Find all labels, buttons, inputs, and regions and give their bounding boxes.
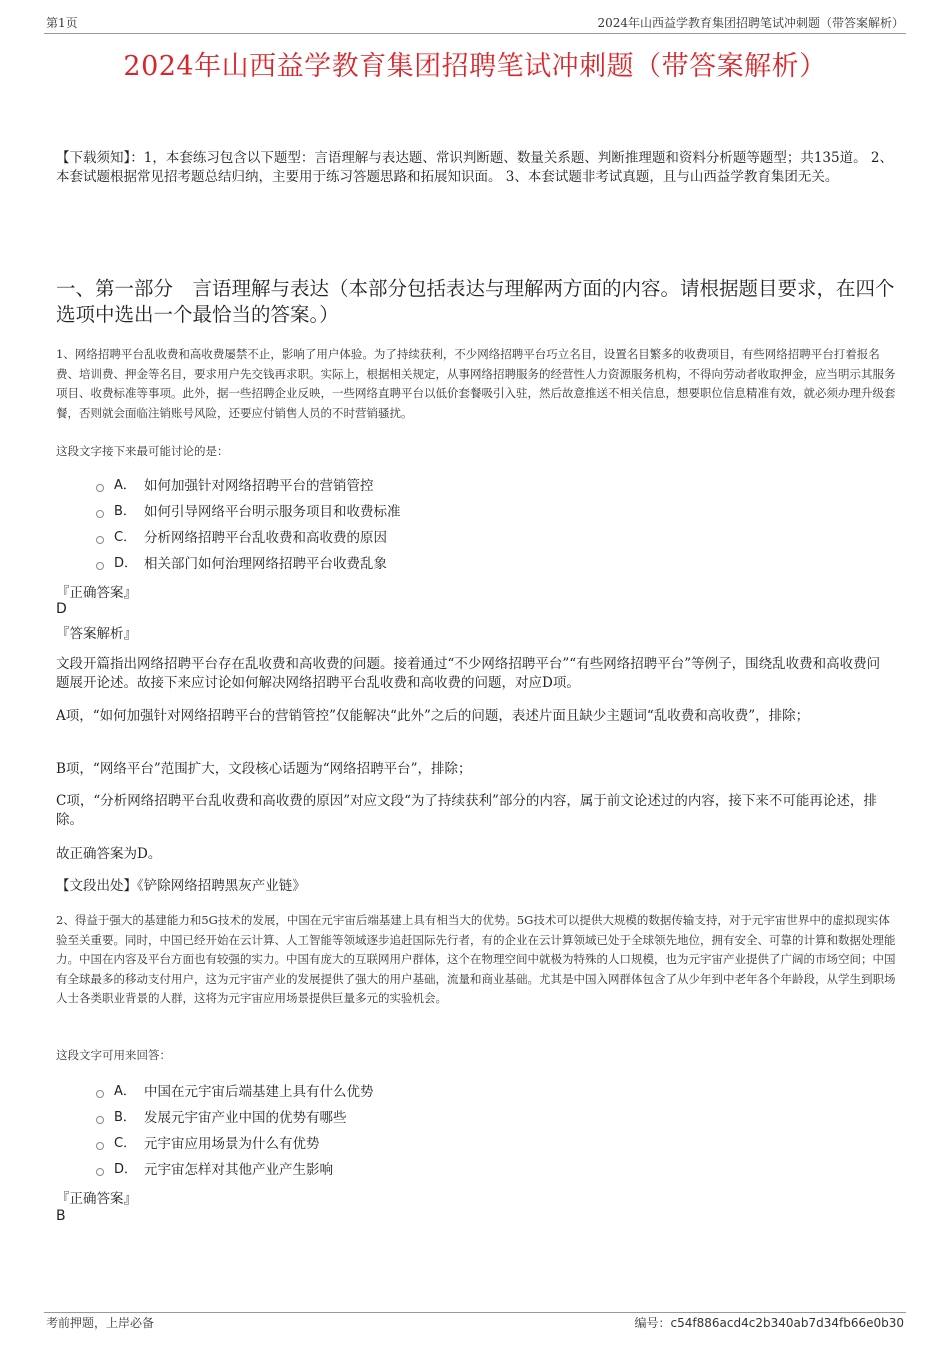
download-notice: 【下载须知】：1，本套练习包含以下题型：言语理解与表达题、常识判断题、数量关系题、判断推理题和资料分析题等题型；共135道。 2、本套试题根据常见招考题总结归纳，主要用于练习答题思路和拓展知识面。 3、本套试题非考试真题，且与山西益学教育集团无关。	[56, 150, 893, 185]
footer-code	[635, 1314, 904, 1331]
option-letter: C．	[114, 530, 137, 545]
option-text: 发展元宇宙产业中国的优势有哪些	[144, 1110, 347, 1126]
question-1-text: 1、网络招聘平台乱收费和高收费屡禁不止，影响了用户体验。为了持续获利，不少网络招聘平台巧立名目，设置名目繁多的收费项目，有些网络招聘平台打着报名费、培训费、押金等名目，要求用户先交钱再求职。实际上，根据相关规定，从事网络招聘服务的经营性人力资源服务机构，不得向劳动者收取押金，应当明示其服务项目、收费标准等事项。此外，据一些招聘企业反映，一些网络直聘平台以低价套餐吸引入驻，然后故意推送不相关信息，想要职位信息精准有效，就必须办理升级套餐，否则就会面临注销账号风险，还要应付销售人员的不时营销骚扰。	[56, 347, 896, 420]
radio-icon[interactable]	[96, 1116, 104, 1124]
code-value: c54f886acd4c2b340ab7d34fb66e0b30	[670, 1316, 904, 1330]
radio-icon[interactable]	[96, 1090, 104, 1098]
footer-slogan: 考前押题，上岸必备	[46, 1316, 155, 1330]
correct-answer-value: B	[56, 1208, 66, 1224]
code-label: 编号：	[634, 1316, 671, 1330]
source-citation: 【文段出处】《铲除网络招聘黑灰产业链》	[56, 878, 306, 894]
page-number: 第1页	[46, 16, 78, 30]
radio-icon[interactable]	[96, 510, 104, 518]
radio-icon[interactable]	[96, 536, 104, 544]
correct-answer-value: D	[56, 601, 67, 617]
correct-answer-label: 『正确答案』	[56, 585, 137, 601]
option-letter: A．	[114, 1084, 136, 1099]
option-text: 元宇宙应用场景为什么有优势	[144, 1136, 320, 1152]
option-text: 元宇宙怎样对其他产业产生影响	[144, 1162, 333, 1178]
option-letter: D．	[114, 1162, 138, 1177]
header-doc-title: 2024年山西益学教育集团招聘笔试冲刺题（带答案解析）	[597, 16, 904, 30]
q2-option-c[interactable]	[96, 1134, 320, 1154]
q1-option-c[interactable]	[96, 528, 387, 548]
question-1-prompt: 这段文字接下来最可能讨论的是：	[56, 444, 229, 458]
option-letter: C．	[114, 1136, 137, 1151]
explanation-paragraph: A项，“如何加强针对网络招聘平台的营销管控”仅能解决“此外”之后的问题，表述片面且缺少主题词“乱收费和高收费”，排除；	[56, 708, 810, 724]
explanation-paragraph: 文段开篇指出网络招聘平台存在乱收费和高收费的问题。接着通过“不少网络招聘平台”“有些网络招聘平台”等例子，围绕乱收费和高收费问题展开论述。故接下来应讨论如何解决网络招聘平台乱收费和高收费的问题，对应D项。	[56, 656, 881, 691]
q1-option-a[interactable]	[96, 476, 374, 496]
question-2-text: 2、得益于强大的基建能力和5G技术的发展，中国在元宇宙后端基建上具有相当大的优势。5G技术可以提供大规模的数据传输支持，对于元宇宙世界中的虚拟现实体验至关重要。同时，中国已经开始在云计算、人工智能等领域逐步追赶国际先行者，有的企业在云计算领域已处于全球领先地位，拥有安全、可靠的计算和数据处理能力。中国在内容及平台方面也有较强的实力。中国有庞大的互联网用户群体，这个在物理空间中就极为特殊的人口规模，也为元宇宙产业提供了广阔的市场空间；中国有全球最多的移动支付用户，这为元宇宙产业的发展提供了强大的用户基础，流量和商业基础。尤其是中国入网群体包含了从少年到中老年各个年龄段，从学生到职场人士各类职业背景的人群，这将为元宇宙应用场景提供巨量多元的实验机会。	[56, 913, 896, 1005]
q2-option-b[interactable]	[96, 1108, 347, 1128]
section-heading: 一、第一部分 言语理解与表达（本部分包括表达与理解两方面的内容。请根据题目要求，在四个选项中选出一个最恰当的答案。）	[56, 277, 895, 326]
header-divider	[44, 33, 906, 34]
q1-option-b[interactable]	[96, 502, 401, 522]
option-letter: B．	[114, 1110, 136, 1125]
explanation-conclusion: 故正确答案为D。	[56, 846, 162, 862]
radio-icon[interactable]	[96, 562, 104, 570]
option-letter: B．	[114, 504, 136, 519]
footer-divider	[44, 1312, 906, 1313]
q2-option-a[interactable]	[96, 1082, 374, 1102]
q1-option-d[interactable]	[96, 554, 387, 574]
radio-icon[interactable]	[96, 1168, 104, 1176]
radio-icon[interactable]	[96, 484, 104, 492]
explanation-paragraph: B项，“网络平台”范围扩大，文段核心话题为“网络招聘平台”，排除；	[56, 761, 472, 777]
option-letter: A．	[114, 478, 136, 493]
radio-icon[interactable]	[96, 1142, 104, 1150]
page-title: 2024年山西益学教育集团招聘笔试冲刺题（带答案解析）	[123, 51, 827, 82]
q2-option-d[interactable]	[96, 1160, 333, 1180]
question-2-prompt: 这段文字可用来回答：	[56, 1048, 171, 1062]
explanation-label: 『答案解析』	[56, 626, 137, 642]
option-text: 相关部门如何治理网络招聘平台收费乱象	[144, 556, 387, 572]
correct-answer-label: 『正确答案』	[56, 1191, 137, 1207]
option-text: 分析网络招聘平台乱收费和高收费的原因	[144, 530, 387, 546]
option-text: 如何引导网络平台明示服务项目和收费标准	[144, 504, 401, 520]
option-text: 中国在元宇宙后端基建上具有什么优势	[144, 1084, 374, 1100]
option-letter: D．	[114, 556, 138, 571]
option-text: 如何加强针对网络招聘平台的营销管控	[144, 478, 374, 494]
explanation-paragraph: C项，“分析网络招聘平台乱收费和高收费的原因”对应文段“为了持续获利”部分的内容，属于前文论述过的内容，接下来不可能再论述，排除。	[56, 793, 877, 828]
